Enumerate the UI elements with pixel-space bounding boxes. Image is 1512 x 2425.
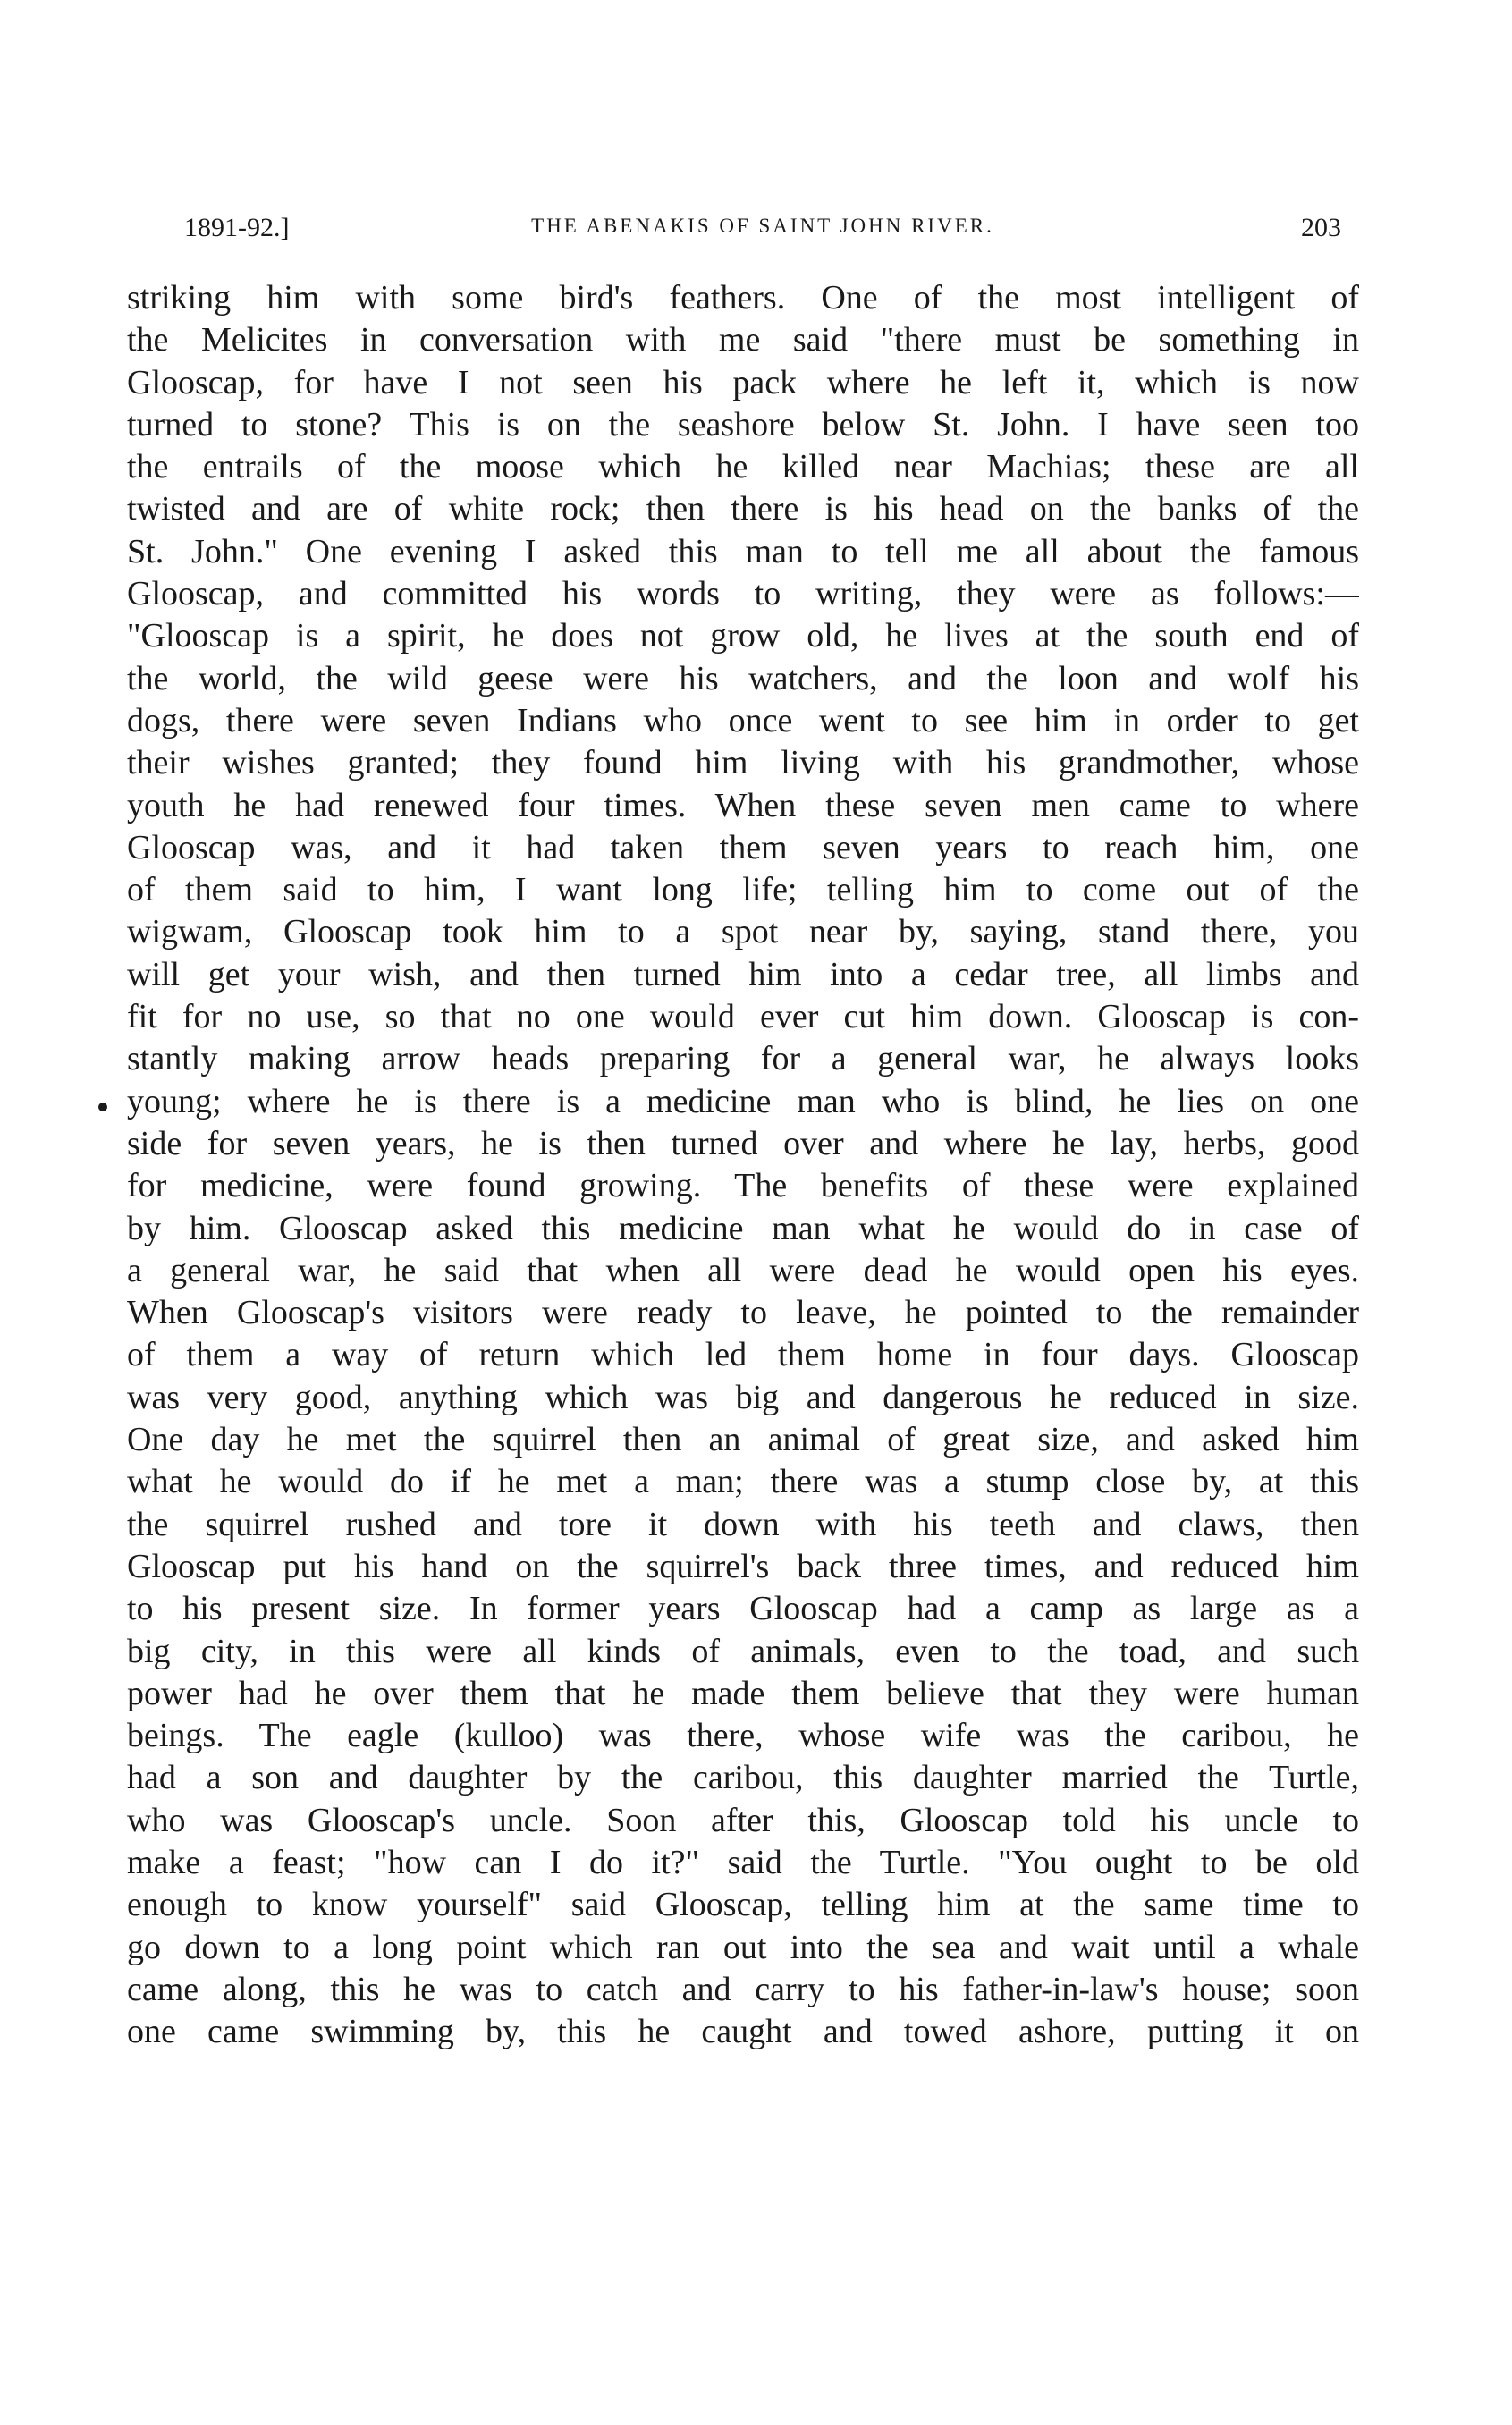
text-line: power had he over them that he made them believe that they were human xyxy=(127,1674,1359,1712)
text-line: beings. The eagle (kulloo) was there, whose wife was the caribou, he xyxy=(127,1717,1359,1755)
header-years: 1891-92.] xyxy=(184,213,290,242)
text-line: what he would do if he met a man; there was a stump close by, at this xyxy=(127,1463,1359,1501)
text-line: of them said to him, I want long life; telling him to come out of the xyxy=(127,871,1359,909)
text-line: youth he had renewed four times. When these seven men came to where xyxy=(127,786,1359,824)
text-line: for medicine, were found growing. The benefits of these were explained xyxy=(127,1167,1359,1205)
text-line: to his present size. In former years Glooscap had a camp as large as a xyxy=(127,1590,1359,1628)
text-line: fit for no use, so that no one would ever cut him down. Glooscap is con- xyxy=(127,998,1359,1036)
text-line: St. John." One evening I asked this man to tell me all about the famous xyxy=(127,532,1359,570)
text-line: their wishes granted; they found him living with his grandmother, whose xyxy=(127,744,1359,782)
text-line: striking him with some bird's feathers. One of the most intelligent of xyxy=(127,279,1359,317)
text-line: will get your wish, and then turned him into a cedar tree, all limbs and xyxy=(127,955,1359,993)
text-line: turned to stone? This is on the seashore below St. John. I have seen too xyxy=(127,405,1359,444)
running-header xyxy=(184,213,1341,249)
text-line: the world, the wild geese were his watchers, and the loon and wolf his xyxy=(127,659,1359,697)
text-line: When Glooscap's visitors were ready to leave, he pointed to the remainder xyxy=(127,1294,1359,1332)
text-line: came along, this he was to catch and carry to his father-in-law's house; soon xyxy=(127,1970,1359,2008)
text-line: the entrails of the moose which he killed near Machias; these are all xyxy=(127,448,1359,486)
text-line: was very good, anything which was big and dangerous he reduced in size. xyxy=(127,1378,1359,1416)
text-line: wigwam, Glooscap took him to a spot near by, saying, stand there, you xyxy=(127,913,1359,951)
text-line: Glooscap put his hand on the squirrel's back three times, and reduced him xyxy=(127,1547,1359,1585)
text-line: twisted and are of white rock; then there is his head on the banks of the xyxy=(127,490,1359,528)
text-line: make a feast; "how can I do it?" said the Turtle. "You ought to be old xyxy=(127,1843,1359,1881)
text-line: Glooscap, and committed his words to writing, they were as follows:— xyxy=(127,575,1359,613)
text-line: who was Glooscap's uncle. Soon after this, Glooscap told his uncle to xyxy=(127,1801,1359,1839)
text-line: dogs, there were seven Indians who once went to see him in order to get xyxy=(127,701,1359,739)
text-line: the squirrel rushed and tore it down with his teeth and claws, then xyxy=(127,1505,1359,1543)
header-title: THE ABENAKIS OF SAINT JOHN RIVER. xyxy=(531,215,994,237)
body-text xyxy=(127,277,1359,2053)
text-line: one came swimming by, this he caught and towed ashore, putting it on xyxy=(127,2013,1359,2051)
text-line: side for seven years, he is then turned over and where he lay, herbs, good xyxy=(127,1124,1359,1162)
text-line: "Glooscap is a spirit, he does not grow old, he lives at the south end of xyxy=(127,617,1359,655)
page-number: 203 xyxy=(1301,213,1341,242)
text-line: had a son and daughter by the caribou, this daughter married the Turtle, xyxy=(127,1759,1359,1797)
text-line: a general war, he said that when all were dead he would open his eyes. xyxy=(127,1251,1359,1289)
text-line: Glooscap, for have I not seen his pack where he left it, which is now xyxy=(127,363,1359,401)
text-line: by him. Glooscap asked this medicine man what he would do in case of xyxy=(127,1209,1359,1247)
text-line: One day he met the squirrel then an animal of great size, and asked him xyxy=(127,1421,1359,1459)
text-line: Glooscap was, and it had taken them seven years to reach him, one xyxy=(127,828,1359,866)
margin-mark xyxy=(98,1103,107,1111)
text-line: go down to a long point which ran out into the sea and wait until a whale xyxy=(127,1928,1359,1966)
text-line: young; where he is there is a medicine man who is blind, he lies on one xyxy=(127,1082,1359,1120)
text-line: stantly making arrow heads preparing for a general war, he always looks xyxy=(127,1040,1359,1078)
text-line: of them a way of return which led them home in four days. Glooscap xyxy=(127,1336,1359,1374)
text-line: enough to know yourself" said Glooscap, telling him at the same time to xyxy=(127,1886,1359,1924)
text-line: big city, in this were all kinds of animals, even to the toad, and such xyxy=(127,1632,1359,1670)
text-line: the Melicites in conversation with me said "there must be something in xyxy=(127,321,1359,359)
